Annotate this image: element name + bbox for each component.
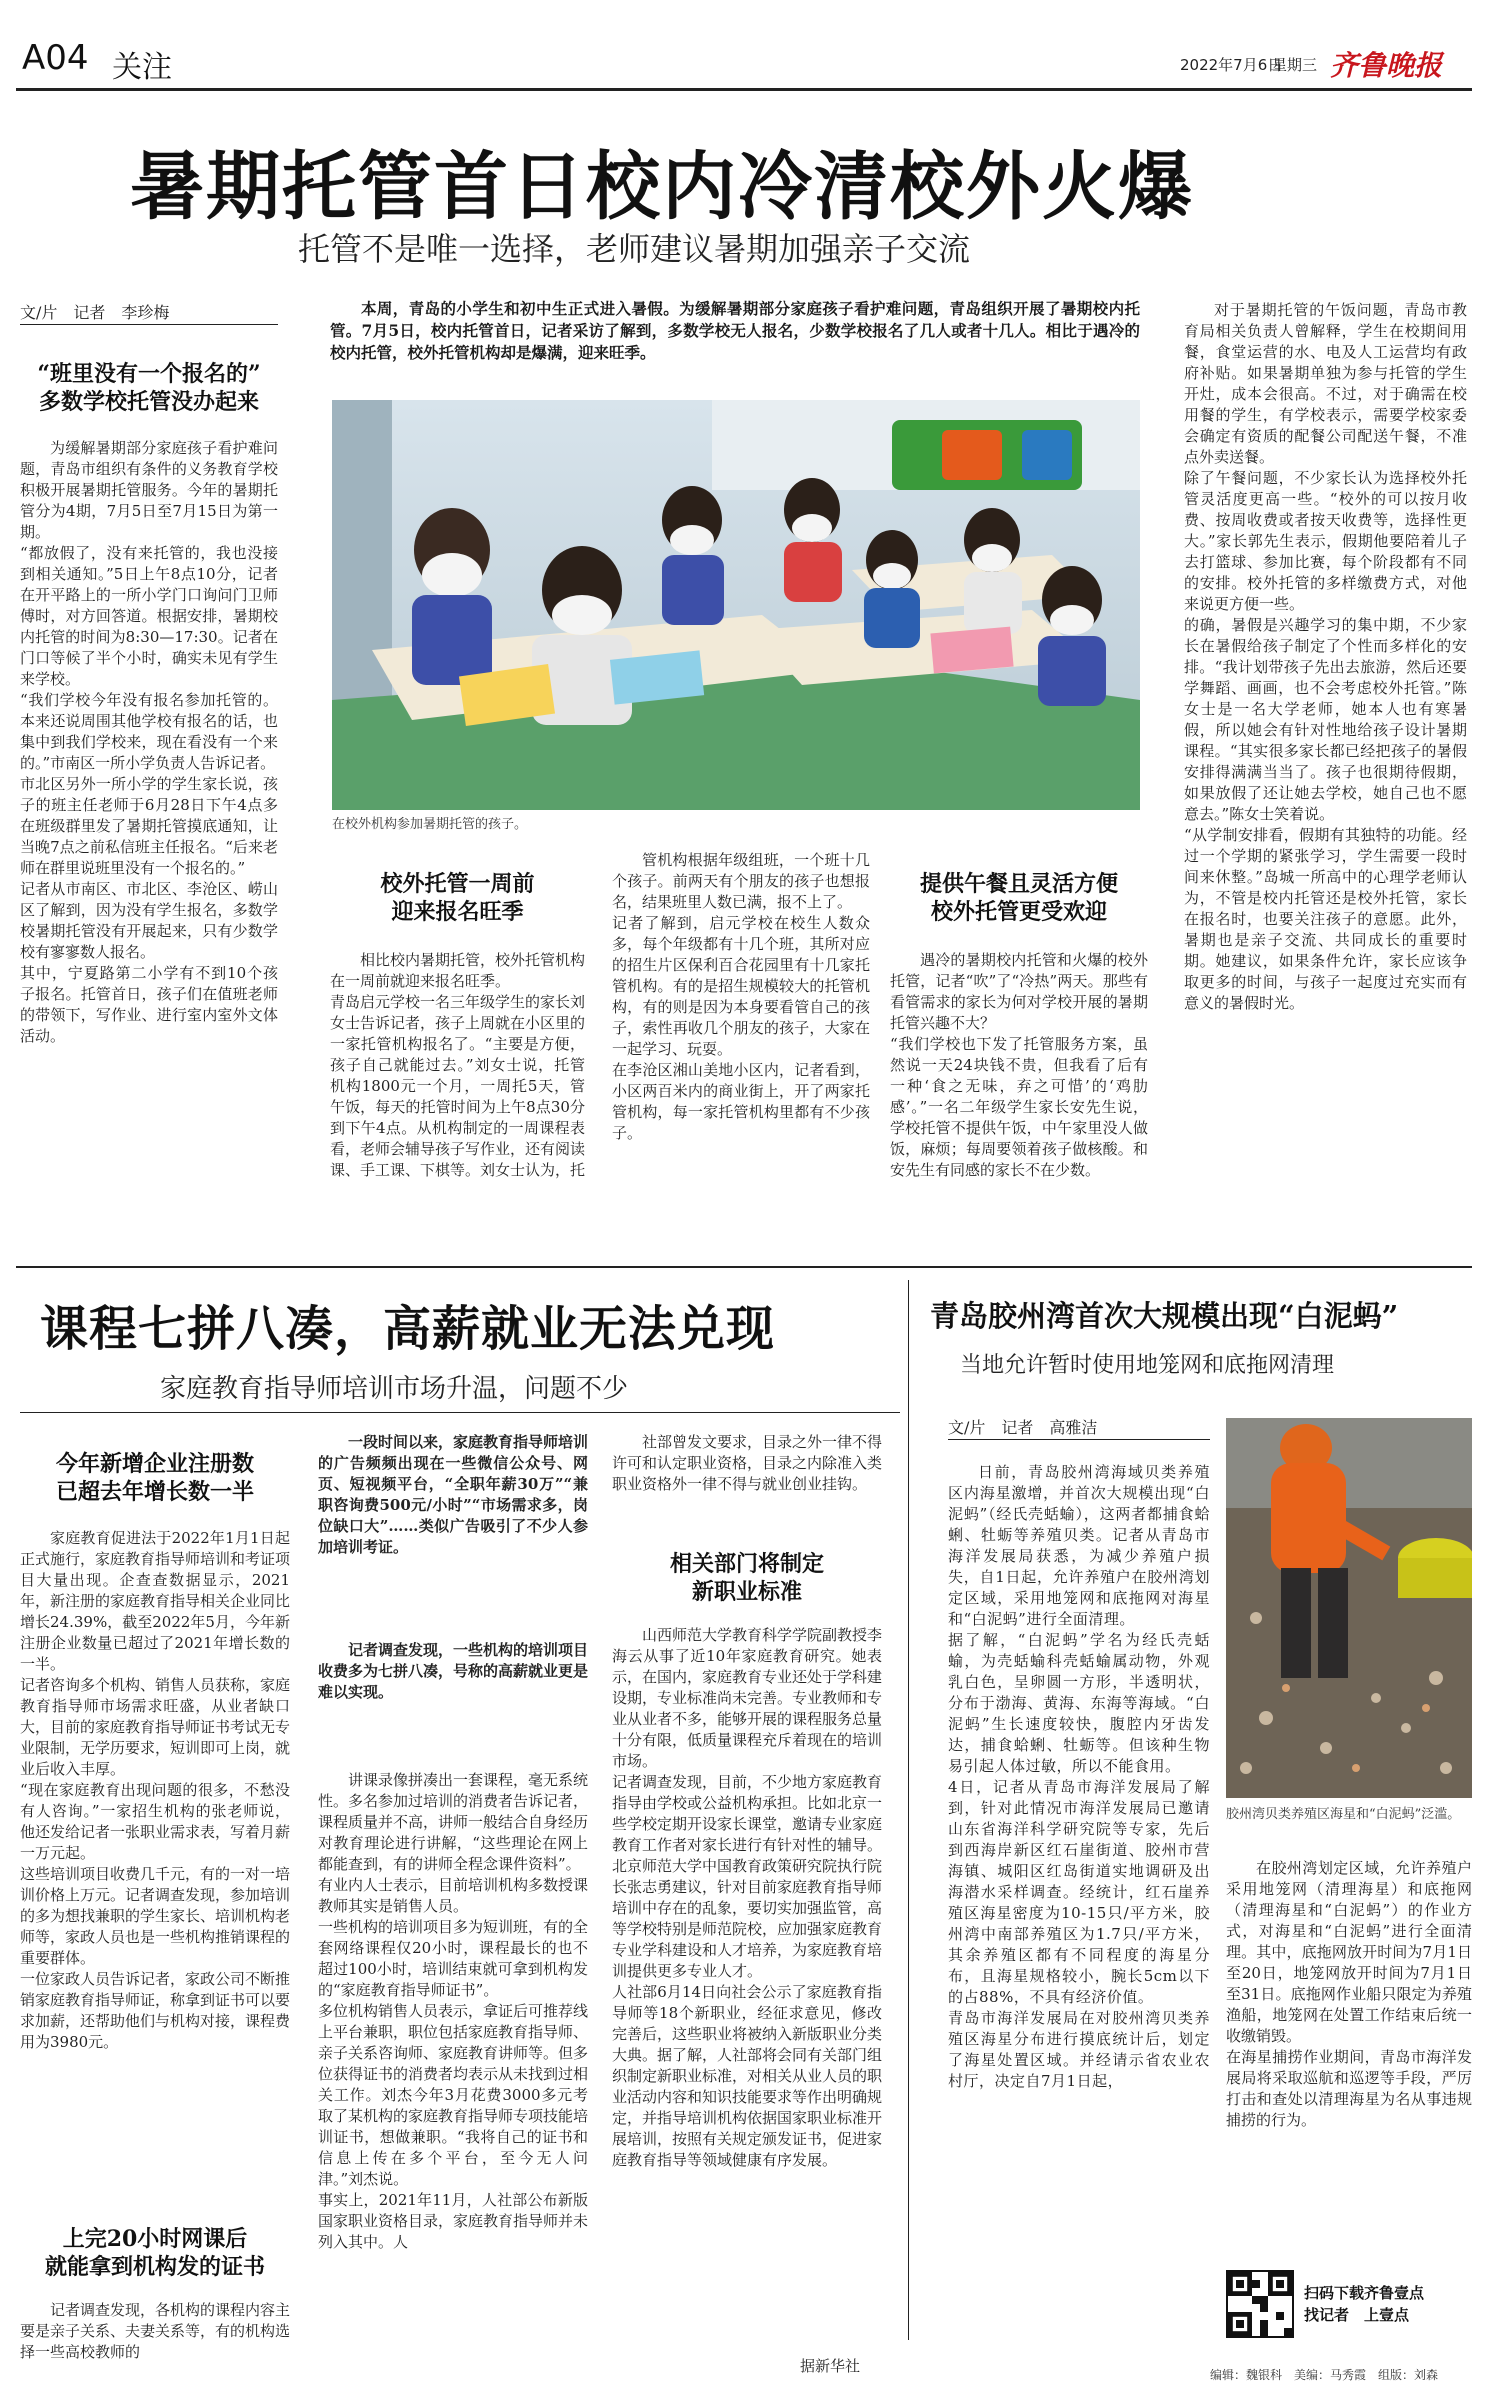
story1-subheadline: 托管不是唯一选择，老师建议暑期加强亲子交流 [298, 230, 971, 268]
story3-headline: 青岛胶州湾首次大规模出现“白泥蚂” [930, 1299, 1399, 1333]
qr-promo-text: 扫码下载齐鲁壹点 找记者 上壹点 [1304, 2284, 1425, 2324]
editor-credits: 编辑：魏银科 美编：马秀霞 组版：刘森 [1210, 2368, 1439, 2382]
qr-pattern [1228, 2272, 1292, 2336]
story1-col3: 管机构根据年级组班，一个班十几个孩子。前两天有个朋友的孩子也想报名，结果班里人数已满，报不上了。 记者了解到，启元学校在校生人数众多，每个年级都有十几个班，其所对应的招生片区保利百合花园里有十几家托管机构。有的是招生规模较大的托管机构，有的则是因为本身要看管自己的孩子，索性再收几个朋友的孩子，大家在一起学习、玩耍。 在李沧区湘山美地小区内，记者看到，小区两百米内的商业街上，开了两家托管机构，每一家托管机构里都有不少孩子。 [612, 851, 870, 1142]
story3-photo-caption: 胶州湾贝类养殖区海星和“白泥蚂”泛滥。 [1226, 1807, 1461, 1822]
column-divider [908, 1280, 909, 2340]
story3-byline: 文/片 记者 高雅洁 [948, 1418, 1098, 1437]
story2-subheadline: 家庭教育指导师培训市场升温，问题不少 [160, 1374, 629, 1404]
story3-byline-rule [948, 1439, 1210, 1440]
page-number: A04 [22, 38, 89, 78]
story2-headline: 课程七拼八凑，高薪就业无法兑现 [40, 1301, 776, 1357]
story2-col2-lead2: 记者调查发现，一些机构的培训项目收费多为七拼八凑，号称的高薪就业更是难以实现。 [318, 1641, 588, 1701]
section-rule-1 [16, 1266, 1472, 1268]
seastar-cleanup-photo [1226, 1418, 1472, 1798]
story2-subhead-3: 相关部门将制定 新职业标准 [669, 1551, 824, 1605]
byline-rule [20, 324, 278, 325]
story2-title-rule [20, 1412, 900, 1413]
section-name: 关注 [112, 50, 172, 85]
children-classroom-photo [332, 400, 1140, 810]
story2-subhead-2: 上完20小时网课后 就能拿到机构发的证书 [44, 2226, 265, 2280]
story2-col3a: 社部曾发文要求，目录之外一律不得许可和认定职业资格，目录之内除准入类职业资格外一律不得与就业创业挂钩。 [612, 1433, 882, 1493]
story1-subhead-1: “班里没有一个报名的” 多数学校托管没办起来 [37, 361, 261, 415]
story1-headline: 暑期托管首日校内冷清校外火爆 [130, 144, 1194, 230]
story1-lead: 本周，青岛的小学生和初中生正式进入暑假。为缓解暑期部分家庭孩子看护难问题，青岛组织开展了暑期校内托管。7月5日，校内托管首日，记者采访了解到，多数学校无人报名，少数学校报名了几人或者十几人。相比于遇冷的校内托管，校外托管机构却是爆满，迎来旺季。 [330, 299, 1140, 362]
issue-date: 2022年7月6日 [1180, 56, 1283, 74]
issue-weekday: 星期三 [1272, 56, 1318, 74]
story2-subhead-1: 今年新增企业注册数 已超去年增长数一半 [55, 1451, 254, 1505]
story3-col2: 在胶州湾划定区域，允许养殖户采用地笼网（清理海星）和底拖网（清理海星和“白泥蚂”）的作业方式，对海星和“白泥蚂”进行全面清理。其中，底拖网放开时间为7月1日至20日，地笼网放开时间为7月1日至31日。底拖网作业船只限定为养殖渔船，地笼网在处置工作结束后统一收缴销毁。 在海星捕捞作业期间，青岛市海洋发展局将采取巡航和巡逻等手段，严厉打击和查处以清理海星为名从事违规捕捞的行为。 [1226, 1859, 1472, 2129]
qr-code-icon[interactable] [1226, 2270, 1294, 2338]
story3-col1: 日前，青岛胶州湾海域贝类养殖区内海星激增，并首次大规模出现“白泥蚂”（经氏壳蛞蝓），这两者都捕食蛤蜊、牡蛎等养殖贝类。记者从青岛市海洋发展局获悉，为减少养殖户损失，自1日起，允许养殖户在胶州湾划定区域，采用地笼网和底拖网对海星和“白泥蚂”进行全面清理。 据了解，“白泥蚂”学名为经氏壳蛞蝓，为壳蛞蝓科壳蛞蝓属动物，外观乳白色，呈卵圆一方形，半透明状，分布于渤海、黄海、东海等海域。“白泥蚂”生长速度较快，腹腔内牙齿发达，捕食蛤蜊、牡蛎等。但该种生物易引起人体过敏，所以不能食用。 4日，记者从青岛市海洋发展局了解到，针对此情况市海洋发展局已邀请山东省海洋科学研究院等专家，先后到西海岸新区红石崖街道、胶州市营海镇、城阳区红岛街道实地调研及出海潜水采样调查。经统计，红石崖养殖区海星密度为10-15只/平方米，胶州湾中南部养殖区为1.7只/平方米，其余养殖区都有不同程度的海星分布，且海星规格较小，腕长5cm以下的占88%，不具有经济价值。 青岛市海洋发展局在对胶州湾贝类养殖区海星分布进行摸底统计后，划定了海星处置区域。并经请示省农业农村厅，决定自7月1日起， [948, 1463, 1210, 2090]
paper-logo: 齐鲁晚报 [1330, 49, 1443, 82]
story1-photo-caption: 在校外机构参加暑期托管的孩子。 [332, 817, 528, 832]
story2-col1: 家庭教育促进法于2022年1月1日起正式施行，家庭教育指导师培训和考证项目大量出现。企查查数据显示，2021年，新注册的家庭教育指导相关企业同比增长24.39%，截至2022年5月，今年新注册企业数量已超过了2021年增长数的一半。 记者咨询多个机构、销售人员获称，家庭教育指导师市场需求旺盛，从业者缺口大，目前的家庭教育指导师证书考试无专业限制，无学历要求，短训即可上岗，就业后收入丰厚。 “现在家庭教育出现问题的很多，不愁没有人咨询。”一家招生机构的张老师说，他还发给记者一张职业需求表，写着月薪一万元起。 这些培训项目收费几千元，有的一对一培训价格上万元。记者调查发现，参加培训的多为想找兼职的学生家长、培训机构老师等，家政人员也是一些机构推销课程的重要群体。 一位家政人员告诉记者，家政公司不断推销家庭教育指导师证，称拿到证书可以要求加薪，还帮助他们与机构对接，课程费用为3980元。 [20, 1529, 290, 2051]
story2-source: 据新华社 [800, 2357, 861, 2375]
story1-col4: 遇冷的暑期校内托管和火爆的校外托管，记者“吹”了“冷热”两天。那些有看管需求的家长为何对学校开展的暑期托管兴趣不大？ “我们学校也下发了托管服务方案，虽然说一天24块钱不贵，但我看了后有一种‘食之无味，弃之可惜’的‘鸡肋感’。”一名二年级学生家长安先生说，学校托管不提供午饭，中午家里没人做饭，麻烦；每周要领着孩子做核酸。和安先生有同感的家长不在少数。 [890, 951, 1148, 1179]
story1-subhead-2: 校外托管一周前 迎来报名旺季 [380, 871, 535, 925]
story1-col1: 为缓解暑期部分家庭孩子看护难问题，青岛市组织有条件的义务教育学校积极开展暑期托管服务。今年的暑期托管分为4期，7月5日至7月15日为第一期。 “都放假了，没有来托管的，我也没接到相关通知。”5日上午8点10分，记者在开平路上的一所小学门口询问门卫师傅时，对方回答道。根据安排，暑期校内托管的时间为8:30—17:30。记者在门口等候了半个小时，确实未见有学生来学校。 “我们学校今年没有报名参加托管的。本来还说周围其他学校有报名的话，也集中到我们学校来，现在看没有一个来的。”市南区一所小学负责人告诉记者。 市北区另外一所小学的学生家长说，孩子的班主任老师于6月28日下午4点多在班级群里发了暑期托管摸底通知，让当晚7点之前私信班主任报名。“后来老师在群里说班里没有一个报名的。” 记者从市南区、市北区、李沧区、崂山区了解到，因为没有学生报名，多数学校暑期托管没有开展起来，只有少数学校有寥寥数人报名。 其中，宁夏路第二小学有不到10个孩子报名。托管首日，孩子们在值班老师的带领下，写作业、进行室内室外文体活动。 [20, 439, 278, 1045]
story1-col2: 相比校内暑期托管，校外托管机构在一周前就迎来报名旺季。 青岛启元学校一名三年级学生的家长刘女士告诉记者，孩子上周就在小区里的一家托管机构报名了。“主要是方便，孩子自己就能过去。”刘女士说，托管机构1800元一个月，一周托5天，管午饭，每天的托管时间为上午8点30分到下午4点。从机构制定的一周课程表看，老师会辅导孩子写作业，还有阅读课、手工课、下棋等。刘女士认为，托 [330, 951, 585, 1179]
story1-byline: 文/片 记者 李珍梅 [20, 303, 170, 322]
story1-col5: 对于暑期托管的午饭问题，青岛市教育局相关负责人曾解释，学生在校期间用餐，食堂运营的水、电及人工运营均有政府补贴。如果暑期单独为参与托管的学生开灶，成本会很高。不过，对于确需在校用餐的学生，有学校表示，需要学校家委会确定有资质的配餐公司配送午餐，不准点外卖送餐。 除了午餐问题，不少家长认为选择校外托管灵活度更高一些。“校外的可以按月收费、按周收费或者按天收费等，选择性更大。”家长郭先生表示，假期他要陪着儿子去打篮球、参加比赛，每个阶段都有不同的安排。校外托管的多样缴费方式，对他来说更方便一些。 的确，暑假是兴趣学习的集中期，不少家长在暑假给孩子制定了个性而多样化的安排。“我计划带孩子先出去旅游，然后还要学舞蹈、画画，也不会考虑校外托管。”陈女士是一名大学老师，她本人也有寒暑假，所以她会有针对性地给孩子设计暑期课程。“其实很多家长都已经把孩子的暑假安排得满满当当了。孩子也很期待假期，如果放假了还让她去学校，她自己也不愿意去。”陈女士笑着说。 “从学制安排看，假期有其独特的功能。经过一个学期的紧张学习，学生需要一段时间来休整。”岛城一所高中的心理学老师认为，不管是校内托管还是校外托管，家长在报名时，也要关注孩子的意愿。此外，暑期也是亲子交流、共同成长的重要时期。她建议，如果条件允许，家长应该争取更多的时间，与孩子一起度过充实而有意义的暑假时光。 [1184, 301, 1467, 1012]
story2-col2-lead: 一段时间以来，家庭教育指导师培训的广告频频出现在一些微信公众号、网页、短视频平台，“全职年薪30万”“兼职咨询费500元/小时”“市场需求多，岗位缺口大”……类似广告吸引了不少人参加培训考证。 [318, 1433, 588, 1556]
header-rule [16, 88, 1472, 91]
story2-col1b: 记者调查发现，各机构的课程内容主要是亲子关系、夫妻关系等，有的机构选择一些高校教师的 [20, 2301, 290, 2361]
classroom-illustration [332, 400, 1140, 810]
story1-subhead-3: 提供午餐且灵活方便 校外托管更受欢迎 [919, 871, 1118, 925]
story3-subheadline: 当地允许暂时使用地笼网和底拖网清理 [960, 1353, 1335, 1378]
story2-col2: 讲课录像拼凑出一套课程，毫无系统性。多名参加过培训的消费者告诉记者，课程质量并不高，讲师一般结合自身经历对教育理论进行讲解，“这些理论在网上都能查到，有的讲师全程念课件资料”。 有业内人士表示，目前培训机构多数授课教师其实是销售人员。 一些机构的培训项目多为短训班，有的全套网络课程仅20小时，课程最长的也不超过100小时，培训结束就可拿到机构发的“家庭教育指导师证书”。 多位机构销售人员表示，拿证后可推荐线上平台兼职，职位包括家庭教育指导师、亲子关系咨询师、家庭教育讲师等。但多位获得证书的消费者均表示从未找到过相关工作。刘杰今年3月花费3000多元考取了某机构的家庭教育指导师专项技能培训证书，想做兼职。“我将自己的证书和信息上传在多个平台，至今无人问津。”刘杰说。 事实上，2021年11月，人社部公布新版国家职业资格目录，家庭教育指导师并未列入其中。人 [318, 1771, 588, 2251]
shore-illustration [1226, 1418, 1472, 1798]
story2-col3: 山西师范大学教育科学学院副教授李海云从事了近10年家庭教育研究。她表示，在国内，家庭教育专业还处于学科建设期，专业标准尚未完善。专业教师和专业从业者不多，能够开展的课程服务总量十分有限，低质量课程充斥着现在的培训市场。 记者调查发现，目前，不少地方家庭教育指导由学校或公益机构承担。比如北京一些学校定期开设家长课堂，邀请专业家庭教育工作者对家长进行有针对性的辅导。 北京师范大学中国教育政策研究院执行院长张志勇建议，针对目前家庭教育指导师培训中存在的乱象，要切实加强监管，高等学校特别是师范院校，应加强家庭教育专业学科建设和人才培养，为家庭教育培训提供更多专业人才。 人社部6月14日向社会公示了家庭教育指导师等18个新职业，经征求意见，修改完善后，这些职业将被纳入新版职业分类大典。据了解，人社部将会同有关部门组织制定新职业标准，对相关从业人员的职业活动内容和知识技能要求等作出明确规定，并指导培训机构依据国家职业标准开展培训，按照有关规定颁发证书，促进家庭教育指导等领域健康有序发展。 [612, 1626, 882, 2169]
